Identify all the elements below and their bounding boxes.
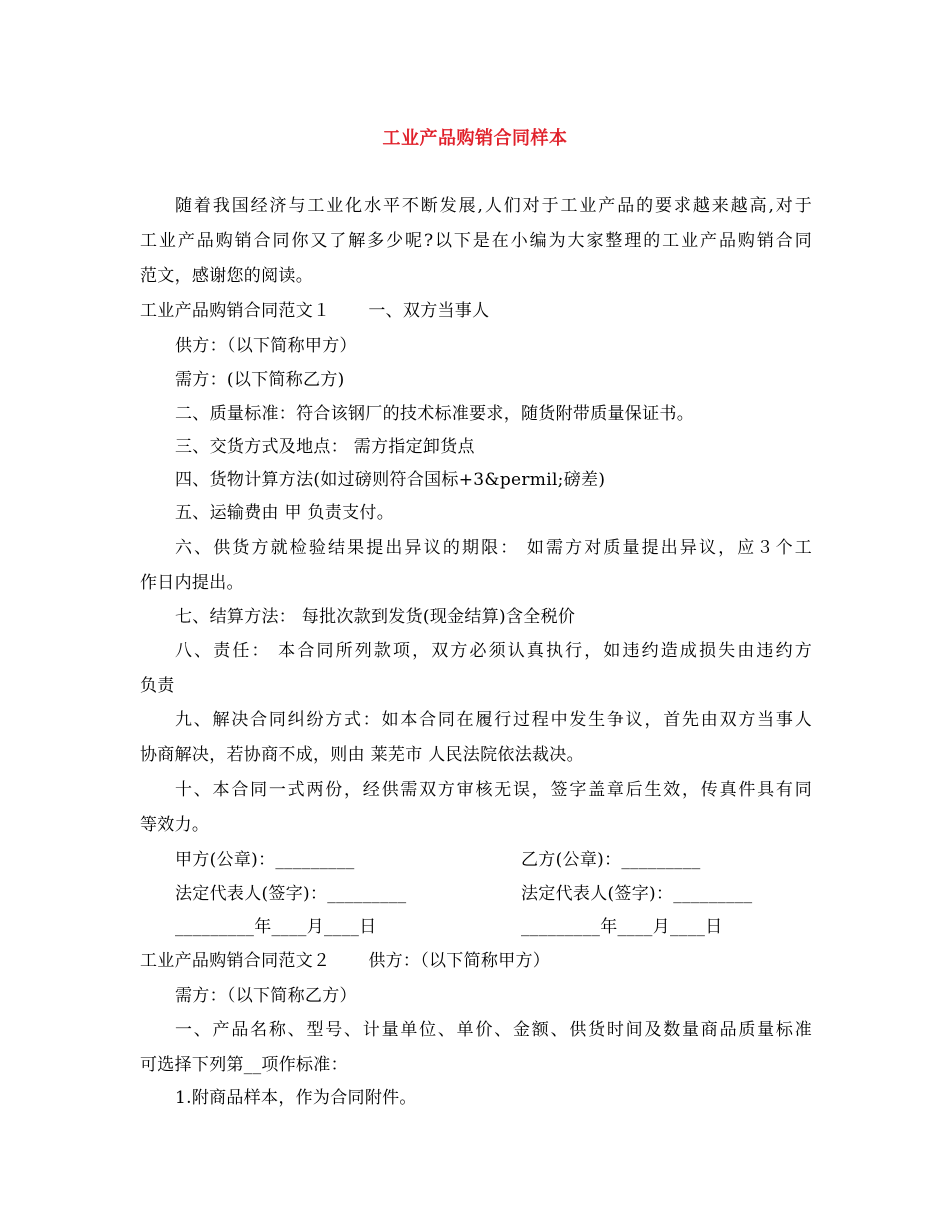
sample1-clause-8b: 负责 (140, 676, 175, 696)
intro-line-1: 随着我国经济与工业化水平不断发展,人们对于工业产品的要求越来越高,对于 (175, 196, 812, 216)
sample1-clause-4: 四、货物计算方法(如过磅则符合国标+3&permil;磅差) (175, 470, 606, 490)
sample2-clause-1-item-1: 1.附商品样本，作为合同附件。 (175, 1088, 417, 1108)
sample1-clause-6b: 作日内提出。 (140, 573, 244, 593)
sample2-heading-row (140, 950, 812, 972)
sample2-clause-1a: 一、产品名称、型号、计量单位、单价、金额、供货时间及数量商品质量标准 (175, 1020, 812, 1040)
intro-line-2: 工业产品购销合同你又了解多少呢?以下是在小编为大家整理的工业产品购销合同 (140, 231, 812, 251)
sample1-heading: 工业产品购销合同范文１ (140, 301, 331, 321)
sample1-clause-8a: 八、责任： 本合同所列款项，双方必须认真执行，如违约造成损失由违约方 (175, 641, 812, 661)
document-title: 工业产品购销合同样本 (382, 128, 568, 149)
sample2-buyer: 需方：（以下简称乙方） (175, 986, 357, 1006)
sample1-clause-9a: 九、解决合同纠纷方式：如本合同在履行过程中发生争议，首先由双方当事人 (175, 710, 812, 730)
sample2-heading: 工业产品购销合同范文２ (140, 951, 331, 971)
sample1-clause-5: 五、运输费由 甲 负责支付。 (175, 503, 395, 523)
party-a-representative: 法定代表人(签字)：_________ (175, 884, 407, 904)
sample1-supplier: 供方：（以下简称甲方） (175, 336, 357, 356)
party-b-date: _________年____月____日 (521, 917, 723, 937)
party-a-seal: 甲方(公章)：_________ (175, 850, 355, 870)
party-a-date: _________年____月____日 (175, 917, 377, 937)
party-b-representative: 法定代表人(签字)：_________ (521, 884, 753, 904)
intro-line-3: 范文，感谢您的阅读。 (140, 266, 313, 286)
sample1-clause-2: 二、质量标准：符合该钢厂的技术标准要求，随货附带质量保证书。 (175, 404, 694, 424)
sample2-supplier: 供方：（以下简称甲方） (368, 951, 551, 971)
sample1-clause-10b: 等效力。 (140, 815, 210, 835)
sample1-clause-9b: 协商解决，若协商不成，则由 莱芜市 人民法院依法裁决。 (140, 745, 584, 765)
sample2-clause-1b: 可选择下列第__项作标准： (140, 1055, 348, 1075)
sample1-clause-6a: 六、供货方就检验结果提出异议的期限： 如需方对质量提出异议，应３个工 (175, 538, 812, 558)
party-b-seal: 乙方(公章)：_________ (521, 850, 701, 870)
sample1-clause-10a: 十、本合同一式两份，经供需双方审核无误，签字盖章后生效，传真件具有同 (175, 780, 812, 800)
sample1-clause-3: 三、交货方式及地点： 需方指定卸货点 (175, 437, 475, 457)
sample1-clause-7: 七、结算方法： 每批次款到发货(现金结算)含全税价 (175, 607, 576, 627)
sample1-buyer: 需方：(以下简称乙方) (175, 370, 345, 390)
sample1-heading-row (140, 300, 812, 322)
sample1-clause-1: 一、双方当事人 (368, 301, 490, 321)
